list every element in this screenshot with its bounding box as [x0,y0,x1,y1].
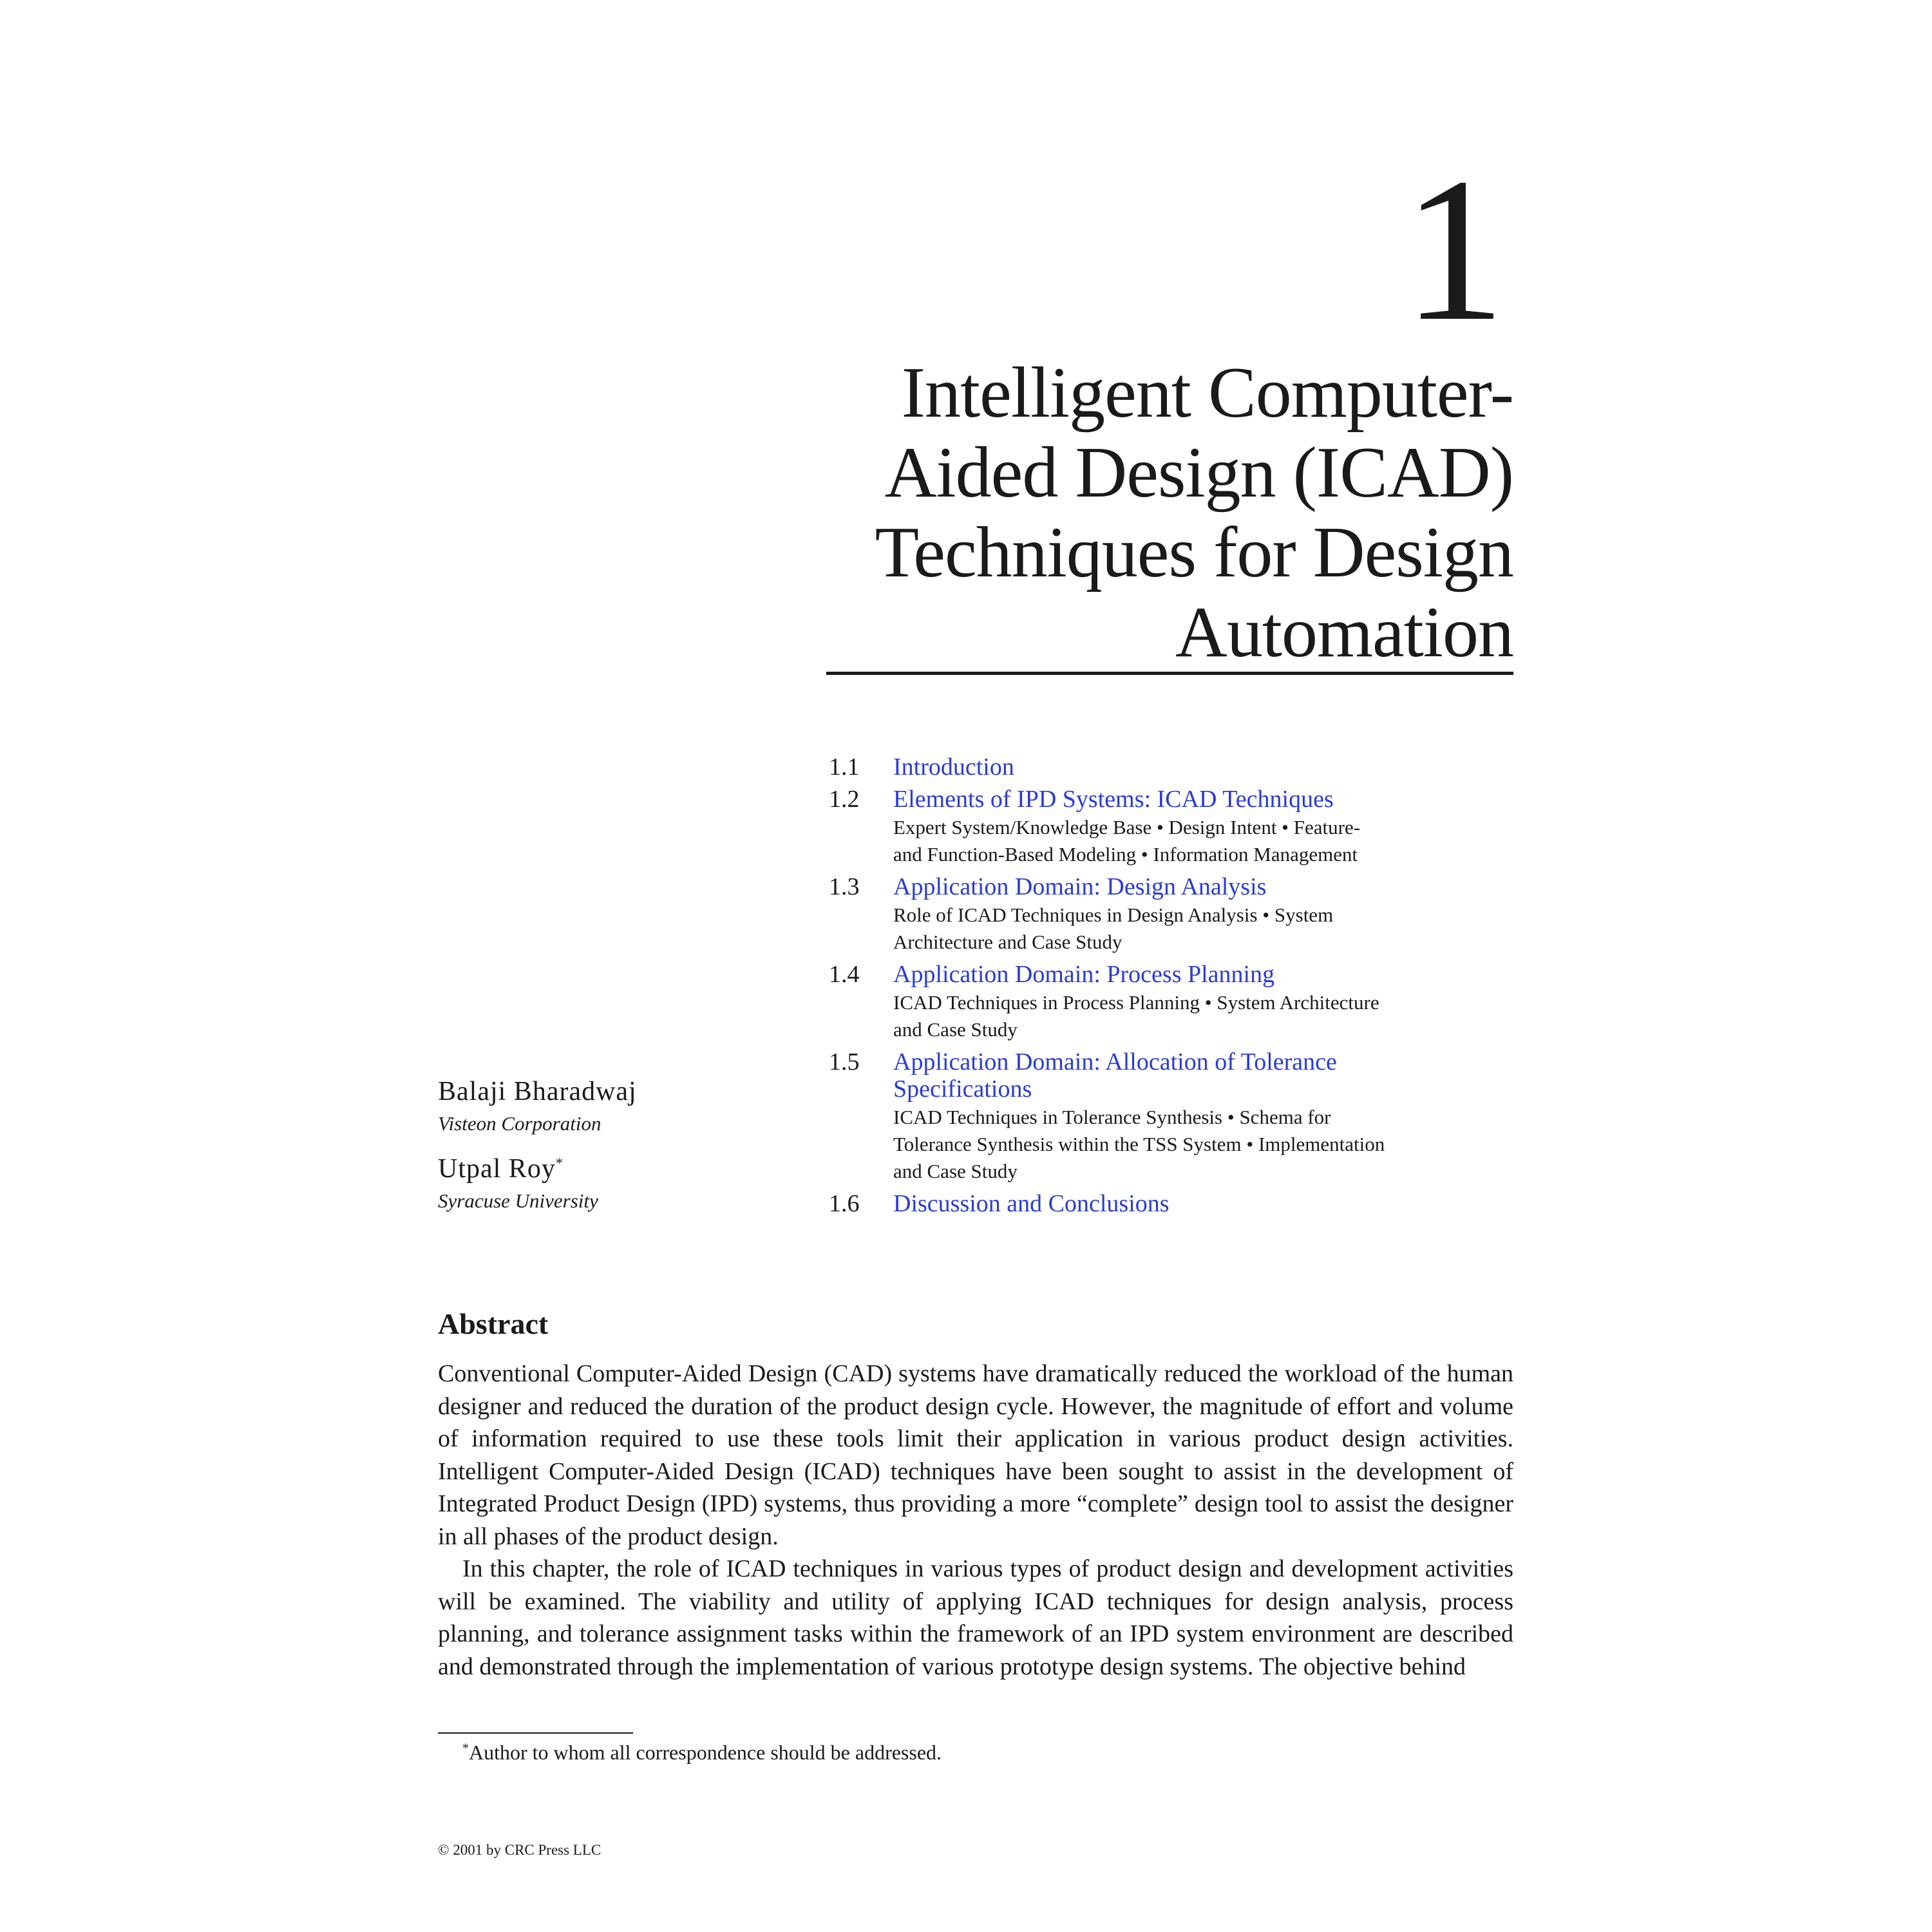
footnote-mark: * [555,1155,564,1171]
toc-link-line: Application Domain: Allocation of Tolerance [893,1048,1337,1075]
toc-number: 1.3 [829,873,860,900]
toc-number: 1.1 [829,753,860,781]
copyright-notice: © 2001 by CRC Press LLC [438,1842,601,1858]
toc-subtopics [893,814,1537,868]
toc-link-allocation-of-tolerance[interactable] [893,1048,1537,1103]
footnote-divider [438,1732,633,1734]
toc-number: 1.5 [829,1048,860,1075]
toc-link-discussion[interactable]: Discussion and Conclusions [893,1190,1170,1217]
author-name: Utpal Roy* [438,1154,564,1184]
toc-subtopics [893,989,1537,1043]
toc-item-1-2 [829,786,1537,868]
toc-number: 1.4 [829,961,860,988]
toc-subtopics [893,902,1537,956]
author-affiliation: Syracuse University [438,1189,598,1212]
toc-link-design-analysis[interactable]: Application Domain: Design Analysis [893,873,1267,900]
abstract-paragraph: Conventional Computer-Aided Design (CAD) systems have dramatically reduced the workload of the human designer and reduced the duration of the product design cycle. However, the magnitude of effort and volume of information required to use these tools limit their application in various product design activities. Intelligent Computer-Aided Design (ICAD) techniques have been sought to assist in the development of Integrated Product Design (IPD) systems, thus providing a more “complete” design tool to assist the designer in all phases of the product design. [438,1360,1513,1550]
toc-subtopic-line: and Case Study [893,1018,1018,1041]
toc-link-line: Specifications [893,1075,1032,1103]
toc-link-elements-of-ipd[interactable]: Elements of IPD Systems: ICAD Techniques [893,786,1334,813]
abstract-paragraph: In this chapter, the role of ICAD techniques in various types of product design and development activities will be examined. The viability and utility of applying ICAD techniques for design analysis, process planning, and tolerance assignment tasks within the framework of an IPD system environment are described and demonstrated through the implementation of various prototype design systems. The objective behind [438,1555,1513,1680]
abstract-heading: Abstract [438,1307,549,1340]
chapter-title-line: Techniques for Design [875,513,1513,592]
toc-item-1-3 [829,873,1537,956]
toc-item-1-6 [829,1190,1537,1217]
abstract-body [438,1358,1513,1683]
chapter-number: 1 [1403,136,1506,364]
table-of-contents [829,753,1537,1222]
toc-number: 1.6 [829,1190,860,1217]
toc-link-introduction[interactable]: Introduction [893,753,1014,781]
toc-subtopic-line: Tolerance Synthesis within the TSS System • Implementation [893,1133,1385,1155]
author-affiliation: Visteon Corporation [438,1112,601,1135]
toc-subtopic-line: Architecture and Case Study [893,931,1122,953]
toc-subtopic-line: and Function-Based Modeling • Information Management [893,843,1358,866]
chapter-title [741,353,1513,672]
footnote [462,1739,942,1766]
chapter-title-line: Automation [1175,592,1513,672]
toc-subtopic-line: ICAD Techniques in Process Planning • System Architecture [893,991,1379,1014]
author-entry [438,1075,760,1137]
toc-item-1-1 [829,753,1537,781]
chapter-title-line: Aided Design (ICAD) [884,433,1513,513]
toc-number: 1.2 [829,786,860,813]
title-divider [826,672,1513,675]
chapter-title-line: Intelligent Computer- [901,353,1513,433]
toc-subtopic-line: and Case Study [893,1160,1018,1182]
toc-subtopics [893,1104,1537,1185]
author-list [438,1075,760,1230]
toc-subtopic-line: ICAD Techniques in Tolerance Synthesis • Schema for [893,1106,1331,1128]
toc-item-1-4 [829,961,1537,1043]
toc-item-1-5 [829,1048,1537,1185]
toc-subtopic-line: Role of ICAD Techniques in Design Analysis • System [893,904,1334,926]
toc-link-process-planning[interactable]: Application Domain: Process Planning [893,961,1275,988]
author-name: Balaji Bharadwaj [438,1077,637,1106]
author-entry [438,1153,760,1215]
toc-subtopic-line: Expert System/Knowledge Base • Design Intent • Feature- [893,816,1361,838]
footnote-text: Author to whom all correspondence should be addressed. [469,1741,942,1764]
footnote-mark: * [462,1741,469,1756]
